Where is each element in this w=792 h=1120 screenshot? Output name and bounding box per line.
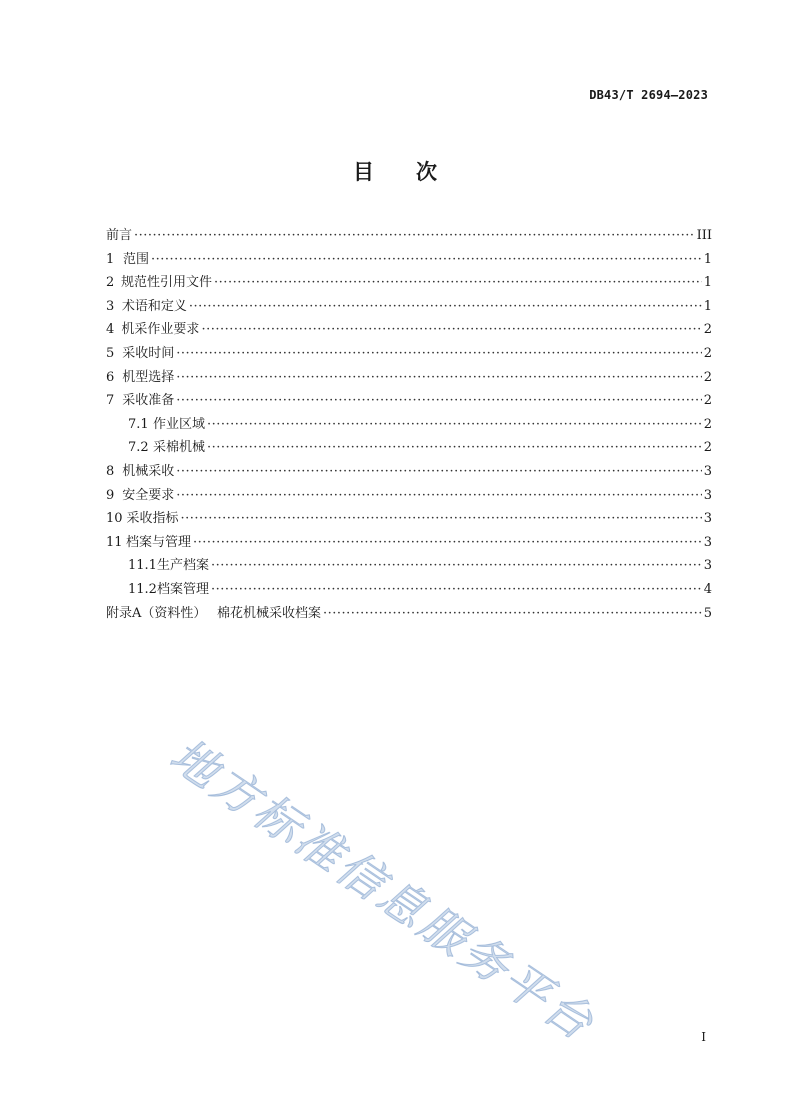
toc-number: 5 <box>106 345 115 361</box>
toc-page: 3 <box>703 487 712 503</box>
toc-label: 机采作业要求 <box>121 322 200 338</box>
toc-number: 10 <box>106 511 123 527</box>
title-char-2: 次 <box>416 160 439 184</box>
toc-leader <box>151 248 702 272</box>
standard-code: DB43/T 2694—2023 <box>589 88 708 102</box>
toc-label: 档案与管理 <box>125 534 191 550</box>
toc-number: 9 <box>106 487 115 503</box>
toc-leader <box>176 460 702 484</box>
toc-entry-7[interactable] <box>106 389 712 413</box>
toc-page: 2 <box>703 416 712 432</box>
toc-leader <box>207 413 702 437</box>
toc-page: 2 <box>703 440 712 456</box>
toc-leader <box>193 531 702 555</box>
toc-number: 7.2 <box>128 440 149 456</box>
toc-entry-11[interactable] <box>106 531 712 555</box>
toc-leader <box>207 436 702 460</box>
toc-number: 7 <box>106 393 115 409</box>
toc-leader <box>211 554 702 578</box>
toc-number: 3 <box>106 298 115 314</box>
toc-label: 安全要求 <box>122 487 175 503</box>
toc-number: 8 <box>106 463 115 479</box>
table-of-contents <box>106 224 712 625</box>
toc-entry-8[interactable] <box>106 460 712 484</box>
toc-page: 5 <box>703 605 712 621</box>
toc-leader <box>189 295 702 319</box>
toc-entry-7-2[interactable] <box>106 436 712 460</box>
toc-page: 1 <box>703 251 712 267</box>
toc-label: 棉花机械采收档案 <box>217 605 322 621</box>
toc-entry-4[interactable] <box>106 318 712 342</box>
toc-label: 范围 <box>122 251 149 267</box>
toc-page: 2 <box>703 393 712 409</box>
page-number: I <box>701 1030 706 1044</box>
toc-leader <box>176 484 702 508</box>
toc-leader <box>214 271 702 295</box>
toc-number: 11 <box>106 534 123 550</box>
toc-entry-2[interactable] <box>106 271 712 295</box>
toc-leader <box>176 366 702 390</box>
toc-entry-10[interactable] <box>106 507 712 531</box>
toc-label: 规范性引用文件 <box>121 275 213 291</box>
toc-label: 作业区域 <box>152 416 205 432</box>
toc-number: 6 <box>106 369 115 385</box>
toc-label: 采棉机械 <box>152 440 205 456</box>
toc-number: 2 <box>106 275 115 291</box>
toc-entry-foreword[interactable] <box>106 224 712 248</box>
toc-entry-7-1[interactable] <box>106 413 712 437</box>
toc-leader <box>201 318 701 342</box>
toc-page: 4 <box>703 581 712 597</box>
page-title <box>0 156 792 186</box>
toc-number: 4 <box>106 322 115 338</box>
toc-entry-6[interactable] <box>106 366 712 390</box>
toc-label: 机型选择 <box>122 369 175 385</box>
toc-page: 2 <box>703 369 712 385</box>
toc-label: 采收时间 <box>122 345 175 361</box>
toc-label: 术语和定义 <box>121 298 187 314</box>
toc-leader <box>211 578 702 602</box>
toc-label: 前言 <box>106 228 133 243</box>
toc-number: 1 <box>106 251 115 267</box>
toc-entry-1[interactable] <box>106 248 712 272</box>
toc-entry-3[interactable] <box>106 295 712 319</box>
toc-page: 3 <box>703 534 712 550</box>
toc-label: 生产档案 <box>156 558 209 574</box>
toc-page: 2 <box>703 322 712 338</box>
toc-page: 3 <box>703 511 712 527</box>
toc-label: 档案管理 <box>156 581 209 597</box>
toc-number: 11.2 <box>128 581 157 597</box>
toc-number: 7.1 <box>128 416 149 432</box>
toc-leader <box>323 602 702 626</box>
toc-label: 机械采收 <box>122 463 175 479</box>
toc-leader <box>180 507 701 531</box>
watermark: 地方标准信息服务平台 <box>160 727 606 1052</box>
toc-label: 采收准备 <box>122 393 175 409</box>
toc-page: 3 <box>703 558 712 574</box>
toc-entry-appendix-a[interactable] <box>106 602 712 626</box>
toc-appendix-prefix: 附录A（资料性） <box>106 605 207 621</box>
toc-number: 11.1 <box>128 558 157 574</box>
title-char-1: 目 <box>353 160 376 184</box>
toc-page: III <box>696 228 712 243</box>
toc-entry-11-2[interactable] <box>106 578 712 602</box>
toc-page: 1 <box>703 298 712 314</box>
toc-leader <box>176 389 702 413</box>
toc-entry-11-1[interactable] <box>106 554 712 578</box>
toc-entry-9[interactable] <box>106 484 712 508</box>
toc-page: 1 <box>703 275 712 291</box>
toc-leader <box>134 224 695 248</box>
toc-entry-5[interactable] <box>106 342 712 366</box>
toc-page: 3 <box>703 463 712 479</box>
toc-leader <box>176 342 702 366</box>
toc-label: 采收指标 <box>126 511 179 527</box>
toc-page: 2 <box>703 345 712 361</box>
